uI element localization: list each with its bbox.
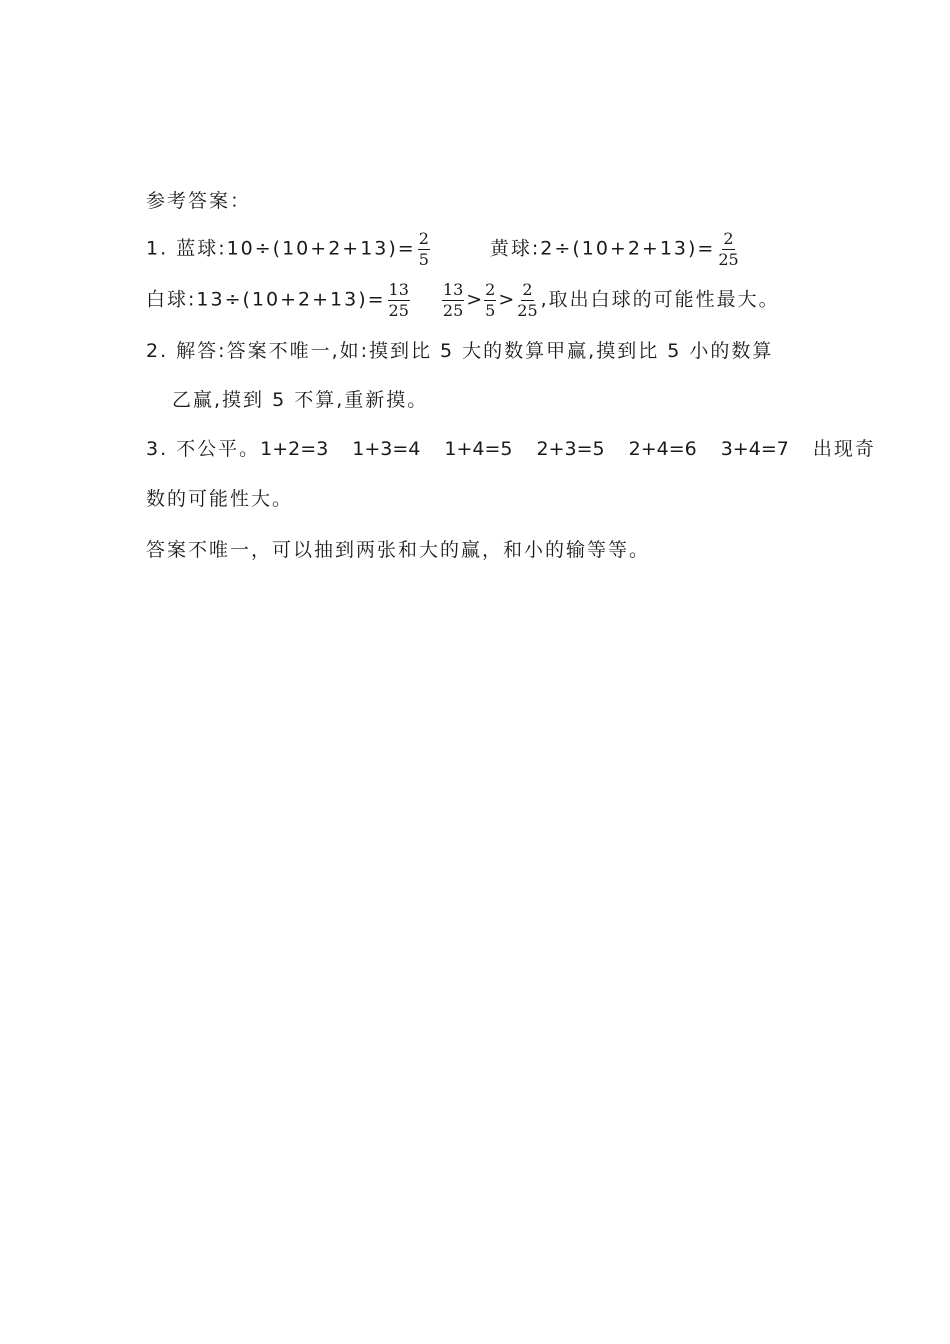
- q2-line-1: 2. 解答:答案不唯一,如:摸到比 5 大的数算甲赢,摸到比 5 小的数算: [146, 340, 774, 362]
- fraction-denominator: 5: [485, 300, 496, 320]
- q3-equation: 3+4=7: [720, 438, 789, 460]
- fraction-numerator: 13: [442, 280, 464, 299]
- q3-tail: 出现奇: [812, 438, 876, 460]
- q3-equation: 2+4=6: [628, 438, 697, 460]
- q1-yellow-expression: 黄球:2÷(10+2+13)=: [489, 237, 716, 260]
- q3-equation: 1+3=4: [352, 438, 421, 460]
- q1-blue-expression: 蓝球:10÷(10+2+13)=: [176, 237, 416, 260]
- q1-compare-fraction-c: [516, 281, 538, 319]
- q1-conclusion: ,取出白球的可能性最大。: [540, 288, 780, 311]
- fraction-denominator: 25: [517, 300, 538, 320]
- q1-number: 1.: [146, 237, 169, 260]
- q3-equation: 1+4=5: [444, 438, 513, 460]
- q1-compare-fraction-a: [442, 281, 464, 319]
- answer-heading: 参考答案：: [146, 190, 252, 212]
- q1-blue-fraction: [418, 230, 430, 268]
- fraction-denominator: 25: [718, 249, 739, 269]
- q2-line-2: 乙赢,摸到 5 不算,重新摸。: [172, 389, 429, 411]
- q3-line-2: 数的可能性大。: [146, 488, 294, 510]
- q1-yellow-fraction: [717, 230, 739, 268]
- greater-than-sign: >: [498, 288, 515, 311]
- q1-blue-yellow-line: [146, 230, 742, 268]
- q3-equation: 1+2=3: [260, 438, 329, 460]
- fraction-numerator: 2: [485, 280, 496, 299]
- fraction-numerator: 13: [388, 280, 409, 299]
- greater-than-sign: >: [466, 288, 483, 311]
- q1-white-expression: 白球:13÷(10+2+13)=: [146, 288, 386, 311]
- q3-equation: 2+3=5: [536, 438, 605, 460]
- answer-note: 答案不唯一，可以抽到两张和大的赢，和小的输等等。: [146, 539, 651, 561]
- q3-label: 3. 不公平。: [146, 438, 261, 460]
- q1-white-fraction: [388, 281, 410, 319]
- q1-compare-fraction-b: [484, 281, 496, 319]
- fraction-numerator: 2: [418, 229, 429, 248]
- fraction-denominator: 25: [442, 300, 464, 320]
- q1-white-line: [146, 281, 780, 319]
- fraction-numerator: 2: [522, 280, 533, 299]
- q3-line-1: [146, 440, 876, 459]
- fraction-denominator: 5: [418, 249, 429, 269]
- fraction-numerator: 2: [723, 229, 734, 248]
- fraction-denominator: 25: [388, 300, 409, 320]
